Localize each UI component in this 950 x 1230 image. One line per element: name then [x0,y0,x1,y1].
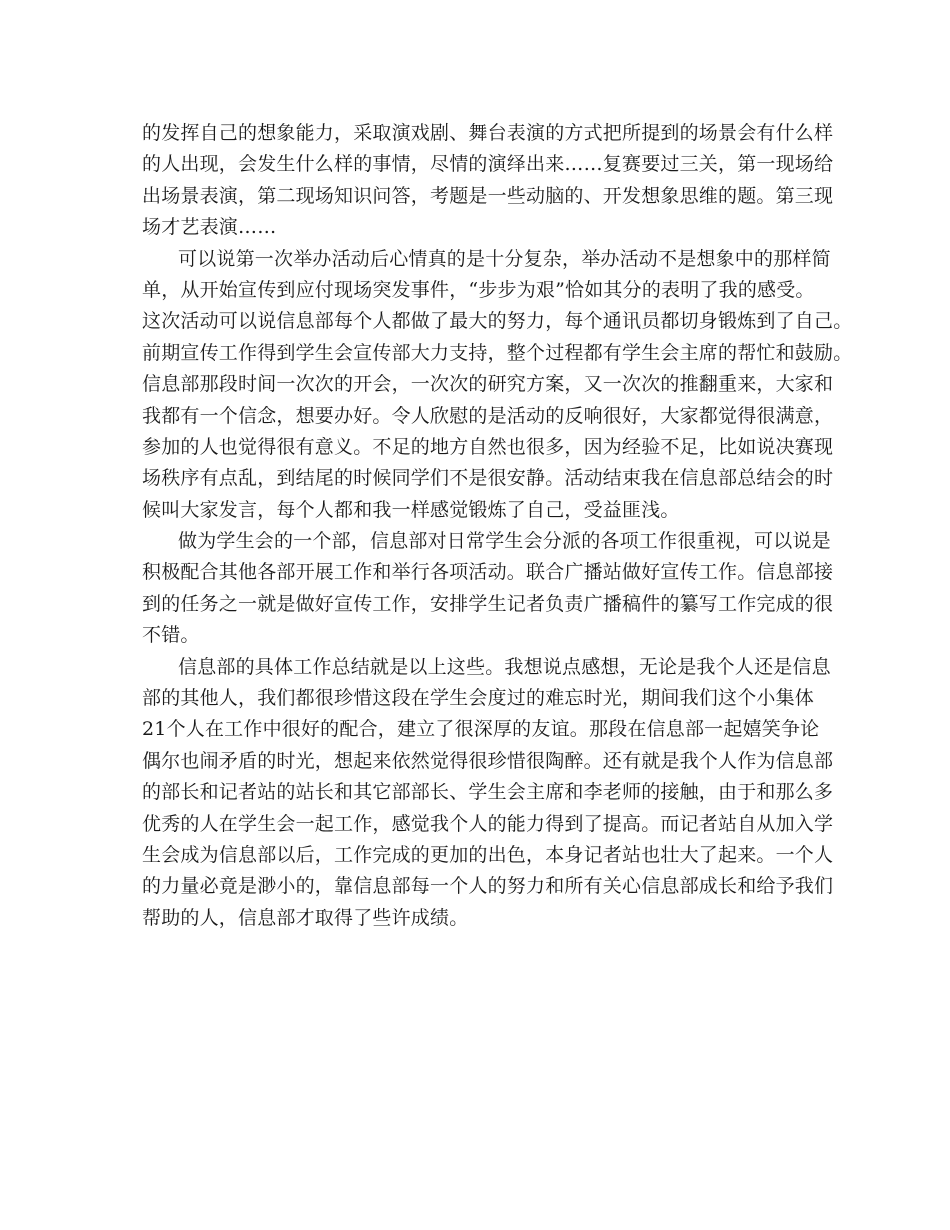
text-line: 场秩序有点乱，到结尾的时候同学们不是很安静。活动结束我在信息部总结会的时 [142,467,834,490]
document-body [142,118,853,934]
text-line: 候叫大家发言，每个人都和我一样感觉锻炼了自己，受益匪浅。 [142,498,680,521]
text-line: 这次活动可以说信息部每个人都做了最大的努力，每个通讯员都切身锻炼到了自己。 [142,310,853,333]
paragraph [142,652,834,935]
text-line: 部的其他人，我们都很珍惜这段在学生会度过的难忘时光，期间我们这个小集体 [142,687,815,710]
text-line: 不错。 [142,624,200,647]
text-line: 信息部的具体工作总结就是以上这些。我想说点感想，无论是我个人还是信息 [178,655,831,678]
text-line: 场才艺表演…… [142,216,277,239]
text-line: 偶尔也闹矛盾的时光，想起来依然觉得很珍惜很陶醉。还有就是我个人作为信息部 [142,749,834,772]
text-line: 积极配合其他各部开展工作和举行各项活动。联合广播站做好宣传工作。信息部接 [142,561,834,584]
paragraph [142,118,834,244]
text-line: 做为学生会的一个部，信息部对日常学生会分派的各项工作很重视，可以说是 [178,530,831,553]
text-line: 我都有一个信念，想要办好。令人欣慰的是活动的反响很好，大家都觉得很满意， [142,404,834,427]
text-line: 的人出现，会发生什么样的事情，尽情的演绎出来……复赛要过三关，第一现场给 [142,153,834,176]
text-line: 单，从开始宣传到应付现场突发事件，“步步为艰”恰如其分的表明了我的感受。 [142,278,815,301]
text-line: 的部长和记者站的站长和其它部部长、学生会主席和李老师的接触，由于和那么多 [142,781,834,804]
text-line: 的力量必竟是渺小的，靠信息部每一个人的努力和所有关心信息部成长和给予我们 [142,875,834,898]
text-line: 信息部那段时间一次次的开会，一次次的研究方案，又一次次的推翻重来，大家和 [142,373,834,396]
text-line: 的发挥自己的想象能力，采取演戏剧、舞台表演的方式把所提到的场景会有什么样 [142,122,834,144]
text-line: 到的任务之一就是做好宣传工作，安排学生记者负责广播稿件的纂写工作完成的很 [142,592,834,615]
text-line: 参加的人也觉得很有意义。不足的地方自然也很多，因为经验不足，比如说决赛现 [142,435,834,458]
text-line: 帮助的人，信息部才取得了些许成绩。 [142,906,469,929]
text-line: 可以说第一次举办活动后心情真的是十分复杂，举办活动不是想象中的那样简 [178,247,831,270]
text-line: 优秀的人在学生会一起工作，感觉我个人的能力得到了提高。而记者站自从加入学 [142,812,834,835]
text-line: 生会成为信息部以后，工作完成的更加的出色，本身记者站也壮大了起来。一个人 [142,843,834,866]
paragraph [142,526,834,652]
text-line: 出场景表演，第二现场知识问答，考题是一些动脑的、开发想象思维的题。第三现 [142,184,834,207]
paragraph [142,244,853,527]
text-line: 21个人在工作中很好的配合，建立了很深厚的友谊。那段在信息部一起嬉笑争论 [142,718,820,741]
text-line: 前期宣传工作得到学生会宣传部大力支持，整个过程都有学生会主席的帮忙和鼓励。 [142,341,853,364]
